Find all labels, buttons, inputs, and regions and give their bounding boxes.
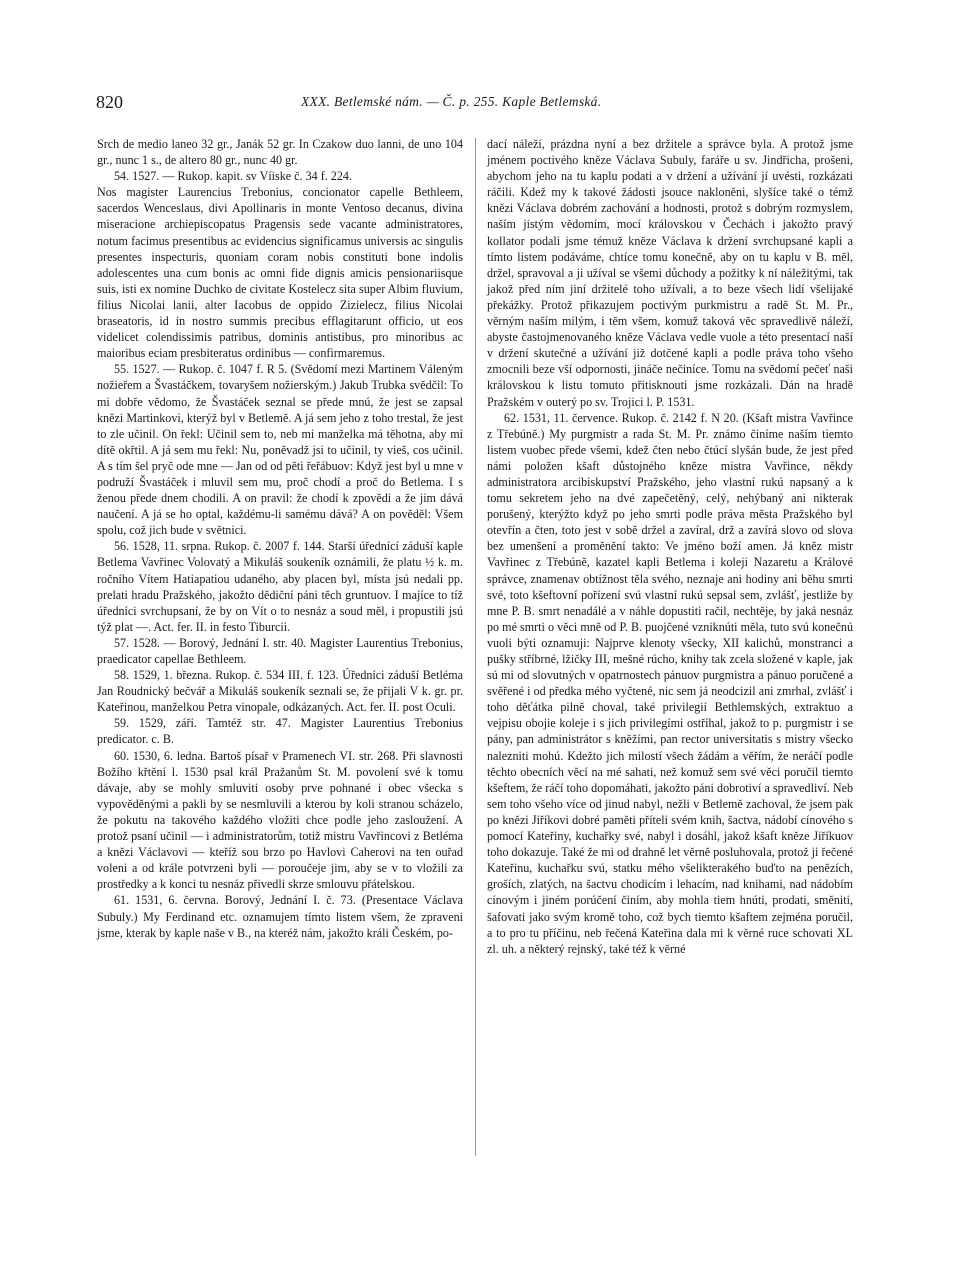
page-header bbox=[96, 92, 866, 112]
paragraph: 56. 1528, 11. srpna. Rukop. č. 2007 f. 144. Starší úřednící záduší kaple Betlema Vavřinec Volovatý a Mikuláš soukeník oznámili, že platu ½ k. m. ročního Vítem Hatiapatiou udaného, aby placen byl, místa jsú nedali pp. prelati hradu Pražského, jakožto dědiční páni těch gruntuov. I majíce to tíž úředníci svrchupsaní, že by on Vít o to nesnáz a soud měl, i propustili jsú týž plat —. Act. fer. II. in festo Tiburcii. bbox=[97, 539, 463, 634]
paragraph: 54. 1527. — Rukop. kapit. sv Víiske č. 34 f. 224. bbox=[114, 169, 352, 184]
paragraph: 58. 1529, 1. března. Rukop. č. 534 III. f. 123. Úředníci záduší Betléma Jan Roudnický bečvář a Mikuláš soukeník seznali se, že přijali V k. gr. pr. Kateřinou, manželkou Petra vinopale, odkázaných. Act. fer. II. post Oculi. bbox=[97, 668, 463, 715]
paragraph: 55. 1527. — Rukop. č. 1047 f. R 5. (Svědomí mezi Martinem Váleným nožieřem a Švastáčkem, tovaryšem nožierským.) Jakub Trubka svědčil: To mi dobře vědomo, že Švastáček seznal se přede mnú, že jest se zapsal knězi Martinkovi, kterýž byl v Betlemě. A já sem jeho z toho trestal, že jest to zle učinil. On řekl: Učinil sem to, neb mi manželka má těhotna, aby mi dítě okřtil. A já sem mu řekl: Nu, poněvadž jsi to učinil, ty vieš, cos učinil. A s tím šel pryč ode mne — Jan od od pěti řeřábuov: Když jest byl u mne v podruží Švastáček i mluvil sem mu, proč chodí a proč do Betlema. I s ženou přede dnem chodili. A on pravil: že chodí k zpovědi a že jim dává naučení. A já se ho optal, každému-li samému dává? A on pověděl: Všem spolu, což jich bude v světnici. bbox=[97, 362, 463, 538]
paragraph: 59. 1529, září. Tamtéž str. 47. Magister Laurentius Trebonius predicator. c. B. bbox=[97, 716, 463, 747]
right-column bbox=[487, 136, 853, 957]
paragraph: dací náleží, prázdna nyní a bez držitele a správce byla. A protož jsme jménem poctivého kněze Václava Subuly, faráře u sv. Jindřicha, prošeni, abychom jeho na tu kaplu podati a v držení a užívání jí uvésti, rozkázati ráčili. Kdež my k takové žádosti jsouce nakloněni, slyšíce také o témž knězi Václava dobrém zachování a hodnosti, protož s dobrým rozmyslem, naším jistým vědomím, mocí královskou v Čechách i jakožto pravý kollator podali jsme témuž kněze Václava k držení svrchupsané kapli a tímto listem podáváme, chtíce tomu konečně, aby on tu kaplu v B. měl, držel, spravoval a ji užíval se všemi důchody a požitky k ní náležitými, tak jakož před ním jiní držitelé toho užívali, a to beze všech lidí všelijaké překážky. Protož přikazujem poctivým purkmistru a radě St. M. Pr., věrným naším milým, i těm všem, komuž taková věc spravedlivě náleží, abyste častojmenovaného kněze Václava vedle vuole a této presentací naší v držení skutečné a užívání již dotčené kapli a podle práva toho všeho zmocnili beze vší odpornosti, jináče nečiníce. Tomu na svědomí pečeť naši královskou k listu tomuto přitisknouti jsme rozkázali. Dán na hradě Pražském v outerý po sv. Trojici l. P. 1531. bbox=[487, 137, 853, 409]
running-head: XXX. Betlemské nám. — Č. p. 255. Kaple Betlemská. bbox=[301, 94, 602, 109]
column-divider bbox=[475, 138, 476, 1156]
paragraph: 60. 1530, 6. ledna. Bartoš písař v Pramenech VI. str. 268. Při slavnosti Božího křtění l. 1530 psal král Pražanům St. M. povolení své k tomu dávaje, aby se mohly smluviti osoby prve pohnané i obec všecka s vypověděnými a pakli by se nesmluvili a kterou by koli stranou scházelo, že pokutu na takového každého vložiti chce podle jeho zasloužení. A protož psaní učinil — i administratorům, totiž mistru Vavřincovi z Betléma a knězi Václavovi — kteříž sou brzo po Havlovi Caherovi na ten ouřad voleni a od krále potvrzeni byli — poroučeje jim, aby se v to vložili za prostředky a k konci tu nesnáz přivedli skrze smlouvu přátelskou. bbox=[97, 748, 463, 892]
left-column bbox=[97, 136, 463, 941]
page-number: 820 bbox=[96, 92, 123, 112]
paragraph: 57. 1528. — Borový, Jednání I. str. 40. Magister Laurentius Trebonius, praedicator capellae Bethleem. bbox=[97, 635, 463, 666]
paragraph: Srch de medio laneo 32 gr., Janák 52 gr. In Czakow duo lanni, de uno 104 gr., nunc 1 s., de altero 80 gr., nunc 40 gr. bbox=[97, 137, 463, 168]
paragraph: 61. 1531, 6. června. Borový, Jednání I. č. 73. (Presentace Václava Subuly.) My Ferdinand etc. oznamujem tímto listem všem, že zpraveni jsme, kterak by kaple naše v B., na kteréž nám, jakožto králi Českém, po- bbox=[97, 893, 463, 940]
paragraph: 62. 1531, 11. července. Rukop. č. 2142 f. N 20. (Kšaft mistra Vavřince z Třebúně.) My purgmistr a rada St. M. Pr. známo činíme naším tiemto listem vuobec přede všemi, kdež čten nebo čtúcí slyšán bude, že jest před námi položen kšaft důstojného kněze mistra Vavřince, někdy administratora arcibiskupství Pražského, jeho vlastní rukú napsaný a k tomu sekretem jeho na dvé zapečetěný, celý, nehýbaný ani nikterak porušený, kterýžto když po jeho smrti podle práva města Pražského byl otevřín a čten, toto jest v sobě držel a zavíral, drž a zavírá slovo od slova bez umenšení a proměnění takto: Ve jméno boží amen. Já kněz mistr Vavřinec z Třebúně, kazatel kapli Betlema i koleji Nazaretu a Králové správce, znamenav obtížnost těla svého, neznaje ani hodiny ani běhu smrti své, toto kšeftovní pořízení svú vlastní rukú sepsal sem, zvlášť, jestliže by mne P. B. smrt nenadálé a v náhle dopustiti račil, nechtěje, by jaká nesnáz po mé smrti o věci mně od P. B. puojčené vzniknúti měla, tuto svú konečnú vuoli býti oznamuji: Najprve klenoty všecky, XII kalichů, monstranci a pušky stříbrné, lžičky III, mešné rúcho, knihy tak zcela složené v kaple, jak sú mi od slovutných v opatrnostech pánuov purgmistra a pánuo poručené a svěřené i od předka mého vyčtené, nic sem já neodcizil ani zmrhal, zvlášť i toho děťátka pilně choval, také privilegií Bethlemských, extraktuo a vejpisu obojie koleje i s jich privilegími ostříhal, jakož to p. purgmistr i se pány, pan administrátor s kněžími, pan rector universitatis s mistry všecko nalezniti mohú. Kdežto jich milostí všech žádám a věřím, že neráčí podle těchto obecních věcí na mé sahati, než komuž sem své věci poručil tiemto kšeftem, že ráčí toho dopomáhati, jakožto páni dobrotiví a spravedliví. Neb sem toho všeho více od jinud nabyl, nežli v Betlemě zachoval, že jsem pak po knězi Jiříkovi dobré paměti příteli svém knih, šactva, nádobí cínového s pomocí Kateřiny, kuchařky své, nabyl i dosáhl, jakož kšaft kněze Jiříkuov toho dokazuje. Také že mi od drahně let věrně posluhovala, protož ji řečené Kateřinu, kuchařku svú, statku mého všelikterakého buďto na penězích, groších, zlatých, na šactvu chodicím i lehacím, nad knihami, nad nádobím cínovým i jiném porúčení činím, aby mohla tiem hnúti, prodati, směniti, šafovati jako svým kromě toho, což bych tiemto kšaftem zejména poručil, a to pro tu příčinu, neb řečená Kateřina dala mi k věrné ruce schovati XL zl. uh. a některý rejnský, také též k věrné bbox=[487, 410, 853, 956]
paragraph: Nos magister Laurencius Trebonius, concionator capelle Bethleem, sacerdos Wenceslaus, divi Apollinaris in monte Ventoso decanus, divina miseracione archiepiscopatus Pragensis sede vacante administratores, notum facimus presentibus ac evidencius significamus universis ac singulis presentes inspecturis, quoniam coram nobis constituti bone indolis adolescentes una cum bonis ac omni fide dignis amicis pensionariisque suis, isti ex nomine Duchko de civitate Kostelecz sita super Albim fluvium, filius Nicolai lanii, alter Iacobus de oppido Zizielecz, filius Nicolai braseatoris, id in nostro summis precibus efflagitarunt officio, ut eos videlicet colendissimis patribus, dominis antistibus, pro minoribus ac maioribus eciam presbiteratus ordinibus — confirmaremus. bbox=[97, 185, 463, 361]
